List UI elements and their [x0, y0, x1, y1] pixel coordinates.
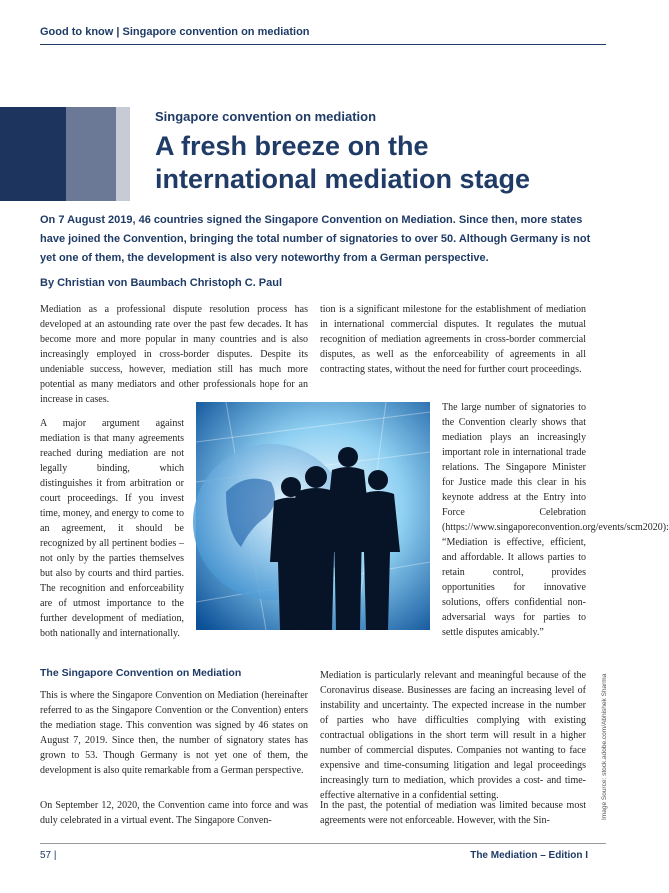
article-kicker: Singapore convention on mediation — [155, 109, 377, 124]
paragraph-past-potential: In the past, the potential of mediation was limited because most agreements were not enforceable. However, with the Sin- — [320, 800, 586, 826]
decor-band-light — [116, 107, 130, 201]
decor-band-dark — [0, 107, 66, 201]
image-credit: Image Source: stock.adobe.com/Abhishek Sharma — [601, 673, 608, 820]
decor-band-mid — [66, 107, 116, 201]
paragraph-signatories: The large number of signatories to the Convention clearly shows that mediation plays an increasingly important role in international trade relations. The Singapore Minister for Justice made this clear in his keynote address at the Entry into Force Celebration (https://www.singaporeconvention.org/events/scm2020): “Mediation is effective, efficient, and affordable. It allows parties to retain control, provides opportunities for innovative solutions, offers confidential non-adversarial ways for parties to settle disputes amicably.” — [442, 402, 669, 638]
article-title: A fresh breeze on the international mediation stage — [155, 131, 531, 194]
header-rule — [40, 44, 606, 45]
paragraph-intro: Mediation as a professional dispute resolution process has developed at an astounding rate over the past few decades. It has become more and more popular in many countries and is also increasingly employed in cross-border disputes. Despite its undeniable success, however, mediation still has much more potential as many mediators and other professionals hope for an increase in cases. — [40, 304, 308, 405]
paragraph-milestone: tion is a significant milestone for the establishment of mediation in international commercial disputes. It regulates the mutual recognition of mediation agreements in cross-border commercial disputes, as well as the enforceability of agreements in all contracting states, without the need for further court proceedings. — [320, 304, 586, 375]
edition-label: The Mediation – Edition I — [470, 850, 588, 861]
article-lead: On 7 August 2019, 46 countries signed the Singapore Convention on Mediation. Since then, more states have joined the Convention, bringing the total number of signatories to over 50. Although Germany is not yet one of them, the development is also very noteworthy from a German perspective. — [40, 214, 591, 264]
paragraph-coronavirus: Mediation is particularly relevant and meaningful because of the Coronavirus disease. Businesses are facing an increasing level of instability and uncertainty. The expected increase in the number of parties who have difficulties complying with existing contractual obligations in the short term will result in a higher number of commercial disputes. Companies not wanting to face expensive and time-consuming litigation and legal proceedings increasingly turn to mediation, which provides a cost- and time-effective alternative in a confidential setting. — [320, 670, 586, 801]
footer-rule — [40, 843, 606, 844]
page-number: 57 | — [40, 850, 57, 861]
paragraph-in-force: On September 12, 2020, the Convention came into force and was duly celebrated in a virtual event. The Singapore Conven- — [40, 800, 308, 826]
running-header: Good to know | Singapore convention on mediation — [40, 26, 310, 38]
article-byline: By Christian von Baumbach Christoph C. Paul — [40, 277, 283, 289]
paragraph-convention: This is where the Singapore Convention on Mediation (hereinafter referred to as the Singapore Convention or the Convention) enters the mediation stage. This convention was signed by 46 states on August 7, 2019. Since then, the number of signatory states has grown to 53. Though Germany is not yet one of them, the development is also quite remarkable from a German perspective. — [40, 690, 308, 776]
section-heading: The Singapore Convention on Mediation — [40, 667, 242, 679]
business-people-photo — [196, 402, 430, 630]
paragraph-argument: A major argument against mediation is that many agreements reached during mediation are not legally binding, which distinguishes it from arbitration or court proceedings. If you invest time, money, and energy to come to an agreement, it should be recognized by all pertinent bodies – not only by the parties themselves but also by courts and third parties. The recognition and enforceability are of utmost importance to the further development of mediation, both nationally and internationally. — [40, 418, 184, 639]
